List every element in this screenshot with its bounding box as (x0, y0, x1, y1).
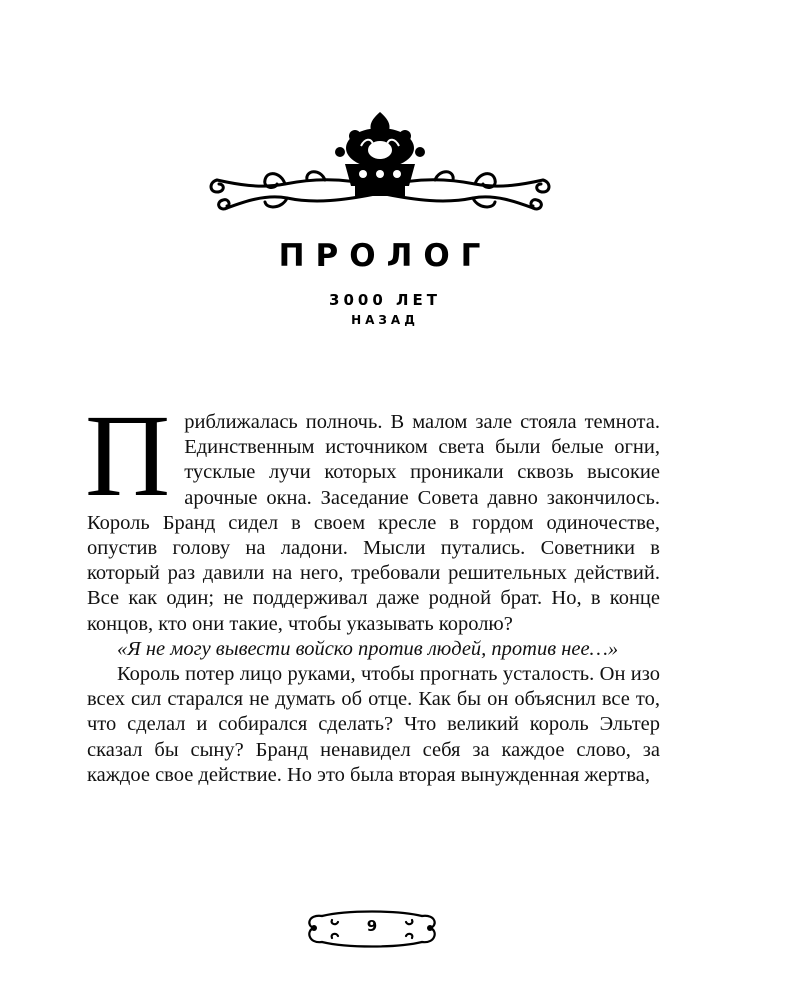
drop-cap: П (85, 390, 171, 521)
paragraph-3: Король потер лицо руками, чтобы прогнать усталость. Он изо всех сил старался не думать об отце. Как бы он объяснил все то, что сделал и собирался сделать? Что великий король Эльтер сказал бы сыну? Бранд ненавидел себя за каждое слово, за каждое свое действие. Но это была вторая вынужденная жертва, (87, 663, 660, 786)
crown-ornament-icon (205, 108, 555, 218)
chapter-subtitle-line1: 3000 ЛЕТ (329, 291, 441, 309)
chapter-heading: ПРОЛОГ (278, 238, 492, 274)
body-text (85, 390, 660, 788)
paragraph-1 (85, 390, 660, 637)
paragraph-1-text: риближалась полночь. В малом зале стояла темнота. Единственным источником света были белые огни, тусклые лучи которых проникали сквозь высокие арочные окна. Заседание Совета давно закончилось. Король Бранд сидел в своем кресле в гордом одиночестве, опустив голову на ладони. Мысли путались. Советники в который раз давили на него, требовали решительных действий. Все как один; не поддерживал даже родной брат. Но, в конце концов, кто они такие, чтобы указывать королю? (87, 411, 660, 635)
chapter-subtitle-line2: НАЗАД (351, 313, 419, 327)
paragraph-2: «Я не могу вывести войско против людей, против нее…» (117, 637, 619, 660)
page-number: 9 (366, 917, 378, 935)
